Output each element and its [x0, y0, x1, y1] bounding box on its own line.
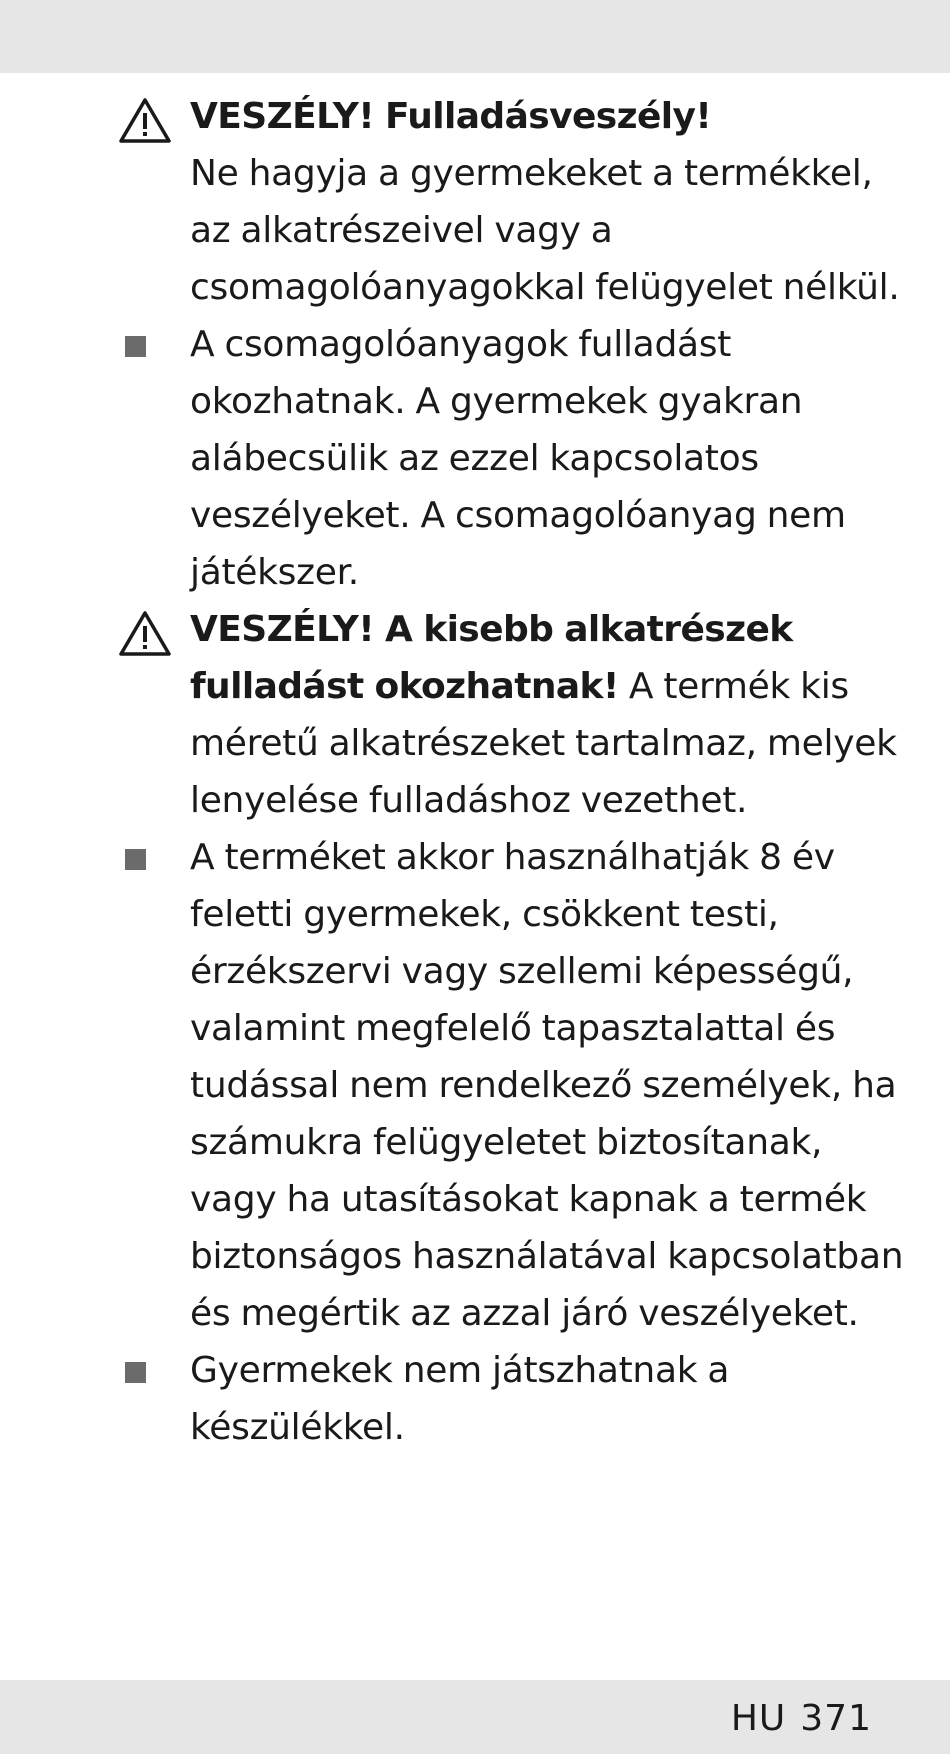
warning-heading: VESZÉLY! Fulladásveszély!: [190, 96, 712, 137]
warning-block-small-parts: [0, 601, 950, 829]
page-content: [0, 88, 950, 1456]
top-band: [0, 0, 950, 73]
bullet-item-children: [0, 1342, 950, 1456]
bullet-text: A csomagolóanyagok fulladást okozhatnak. A gyermekek gyakran alábecsülik az ezzel kapcsolatos veszélyeket. A csomagolóanyag nem játékszer.: [190, 324, 846, 593]
warning-body: A termék kis méretű alkatrészeket tartalmaz, melyek lenyelése fulladáshoz vezethet.: [190, 666, 897, 821]
page-number: 371: [800, 1698, 872, 1739]
warning-block-suffocation: [0, 88, 950, 316]
footer-language: HU: [730, 1698, 787, 1739]
bullet-square-icon: [125, 1362, 146, 1383]
bullet-square-icon: [125, 336, 146, 357]
bullet-item-packaging: [0, 316, 950, 601]
warning-body: Ne hagyja a gyermekeket a termékkel, az alkatrészeivel vagy a csomagolóanyagokkal felügyelet nélkül.: [190, 153, 900, 308]
warning-heading: VESZÉLY! A kisebb alkatrészek fulladást okozhatnak!: [190, 609, 793, 707]
page-footer: [731, 1698, 872, 1739]
bullet-text: Gyermekek nem játszhatnak a készülékkel.: [190, 1350, 730, 1448]
warning-triangle-icon: [118, 609, 172, 657]
warning-triangle-icon: [118, 96, 172, 144]
bullet-text: A terméket akkor használhatják 8 év feletti gyermekek, csökkent testi, érzékszervi vagy szellemi képességű, valamint megfelelő tapasztalattal és tudással nem rendelkező személyek, ha számukra felügyeletet biztosítanak, vagy ha utasításokat kapnak a termék biztonságos használatával kapcsolatban és megértik az azzal járó veszélyeket.: [190, 837, 904, 1334]
bullet-square-icon: [125, 849, 146, 870]
bullet-item-usage: [0, 829, 950, 1342]
